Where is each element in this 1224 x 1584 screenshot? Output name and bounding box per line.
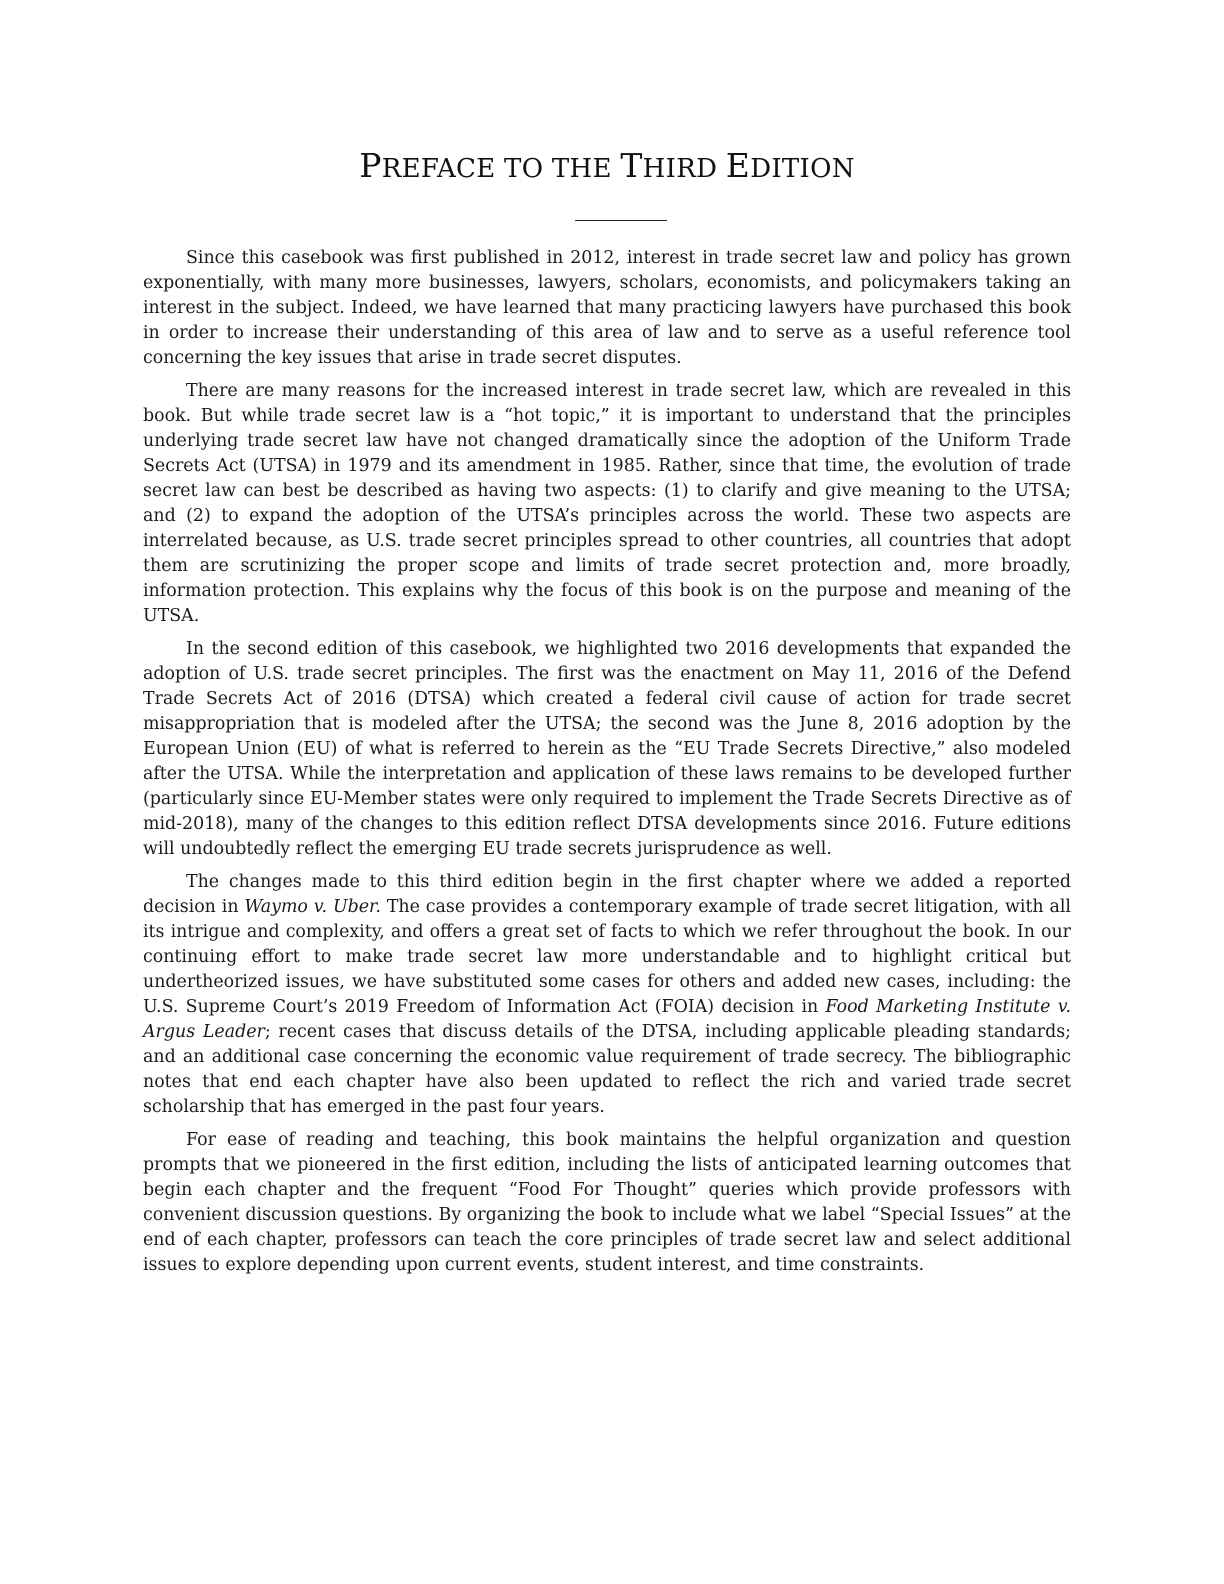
paragraph-5: For ease of reading and teaching, this book maintains the helpful organization and question prompts that we pioneered in the first edition, including the lists of anticipated learning outcomes that begin each chapter and the frequent “Food For Thought” queries which provide professors with convenient discussion questions. By organizing the book to include what we label “Special Issues” at the end of each chapter, professors can teach the core principles of trade secret law and select additional issues to explore depending upon current events, student interest, and time constraints. [143,1130,1071,1275]
paragraph-2: There are many reasons for the increased interest in trade secret law, which are revealed in this book. But while trade secret law is a “hot topic,” it is important to understand that the principles underlying trade secret law have not changed dramatically since the adoption of the Uniform Trade Secrets Act (UTSA) in 1979 and its amendment in 1985. Rather, since that time, the evolution of trade secret law can best be described as having two aspects: (1) to clarify and give meaning to the UTSA; and (2) to expand the adoption of the UTSA’s principles across the world. These two aspects are interrelated because, as U.S. trade secret principles spread to other countries, all countries that adopt them are scrutinizing the proper scope and limits of trade secret protection and, more broadly, information protection. This explains why the focus of this book is on the purpose and meaning of the UTSA. [143,381,1071,626]
title-divider [575,220,667,221]
title-text-preface: REFACE TO THE [381,154,621,184]
title-text-third: HIRD [642,154,726,184]
title-initial-p: P [359,146,382,185]
paragraph-3: In the second edition of this casebook, we highlighted two 2016 developments that expanded the adoption of U.S. trade secret principles. The first was the enactment on May 11, 2016 of the Defend Trade Secrets Act of 2016 (DTSA) which created a federal civil cause of action for trade secret misappropriation that is modeled after the UTSA; the second was the June 8, 2016 adoption by the European Union (EU) of what is referred to herein as the “EU Trade Secrets Directive,” also modeled after the UTSA. While the interpretation and application of these laws remains to be developed further (particularly since EU-Member states were only required to implement the Trade Secrets Directive as of mid-2018), many of the changes to this edition reflect DTSA developments since 2016. Future editions will undoubtedly reflect the emerging EU trade secrets jurisprudence as well. [143,639,1071,859]
case-name-waymo: Waymo v. Uber. [244,897,381,917]
title-initial-t: T [620,146,643,185]
paragraph-1: Since this casebook was first published in 2012, interest in trade secret law and policy has grown exponentially, with many more businesses, lawyers, scholars, economists, and policymakers taking an interest in the subject. Indeed, we have learned that many practicing lawyers have purchased this book in order to increase their understanding of this area of law and to serve as a useful reference tool concerning the key issues that arise in trade secret disputes. [143,248,1071,368]
title-text-edition: DITION [750,154,855,184]
preface-body [143,246,1071,1286]
case-name-food-marketing: Food Marketing Institute v. Argus Leader [143,997,1071,1042]
paragraph-4-text-c: ; recent cases that discuss details of the DTSA, including applicable pleading standards; and an additional case concerning the economic value requirement of trade secrecy. The bibliographic notes that end each chapter have also been updated to reflect the rich and varied trade secret scholarship that has emerged in the past four years. [143,1022,1071,1117]
paragraph-4-text-b: The case provides a contemporary example of trade secret litigation, with all its intrigue and complexity, and offers a great set of facts to which we refer throughout the book. In our continuing effort to make trade secret law more understandable and to highlight critical but undertheorized issues, we have substituted some cases for others and added new cases, including: the U.S. Supreme Court’s 2019 Freedom of Information Act (FOIA) decision in [143,897,1071,1017]
paragraph-4-text-a: The changes made to this third edition begin in the first chapter where we added a reported decision in [143,872,1071,917]
title-initial-e: E [725,146,751,185]
paragraph-4 [143,870,1071,1120]
page-title [143,146,1071,185]
